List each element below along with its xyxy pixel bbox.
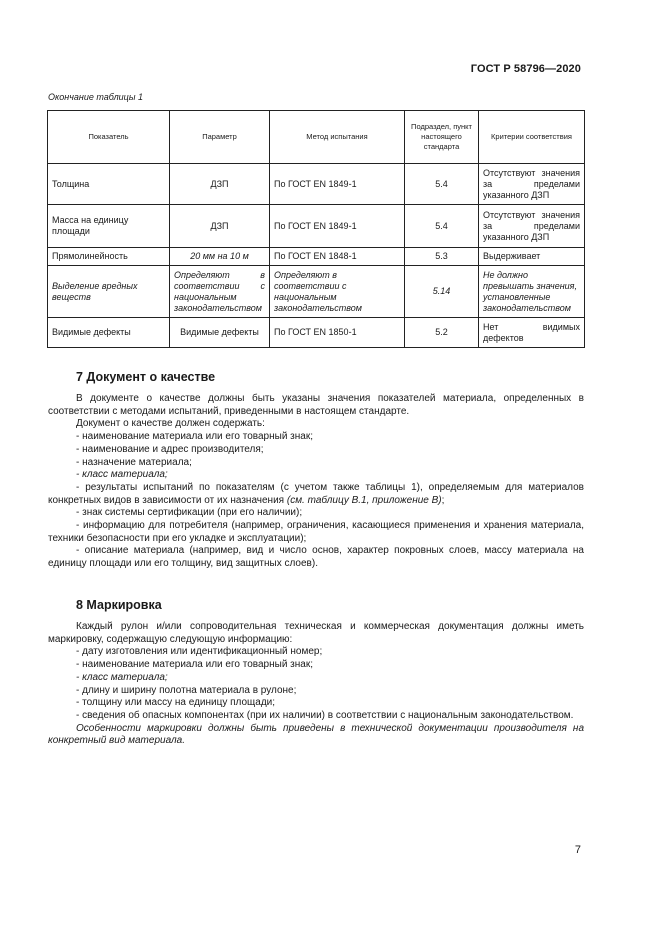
cell-criteria: Отсутствуют значения за пределами указанного ДЗП (479, 205, 585, 248)
column-header-indicator: Показатель (48, 111, 170, 164)
page-number: 7 (574, 844, 581, 856)
cell-clause: 5.4 (405, 164, 479, 205)
paragraph: В документе о качестве должны быть указаны значения показателей материала, определенных в соответствии с методами испытаний, приведенными в настоящем стандарте. (48, 393, 584, 417)
cell-parameter: ДЗП (170, 205, 270, 248)
table-row (48, 248, 585, 266)
list-item: - информацию для потребителя (например, ограничения, касающиеся применения и хранения материала, техники безопасности при его укладке и эксплуатации); (48, 520, 584, 544)
list-item-text: - результаты испытаний по показателям (с учетом также таблицы 1), определяемым для материалов конкретных видов в зависимости от их назначения (48, 481, 584, 506)
document-code: ГОСТ Р 58796—2020 (470, 63, 581, 75)
cell-clause: 5.2 (405, 318, 479, 348)
annex-reference: (см. таблицу В.1, приложение В) (286, 494, 442, 506)
list-item: - класс материала; (76, 671, 168, 683)
cell-parameter: Видимые дефекты (170, 318, 270, 348)
table-row (48, 266, 585, 318)
list-item: - наименование материала или его товарный знак; (76, 659, 314, 671)
list-item: - сведения об опасных компонентах (при их наличии) в соответствии с национальным законодательством. (76, 709, 574, 721)
table-row (48, 205, 585, 248)
list-item: - описание материала (например, вид и число основ, характер покровных слоев, массу материала на единицу площади или его толщину, вид защитных слоев). (48, 545, 584, 570)
note-paragraph: Особенности маркировки должны быть приведены в технической документации производителя на конкретный вид материала. (48, 722, 584, 747)
list-item: - класс материала; (76, 469, 168, 481)
cell-parameter: Определяют в соответствии с национальным законодательством (170, 266, 270, 318)
section-heading: 8 Маркировка (76, 598, 162, 612)
list-item: - знак системы сертификации (при его наличии); (76, 507, 303, 519)
column-header-criteria: Критерии соответствия (479, 111, 585, 164)
paragraph: Каждый рулон и/или сопроводительная техническая и коммерческая документация должны иметь маркировку, содержащую следующую информацию: (48, 621, 584, 645)
cell-indicator: Толщина (48, 164, 170, 205)
table-row (48, 318, 585, 348)
list-item-end: ; (441, 494, 445, 506)
cell-criteria: Не должно превышать значения, установленные законодательством (479, 266, 585, 318)
cell-method: По ГОСТ EN 1849-1 (270, 164, 405, 205)
list-item: - наименование и адрес производителя; (76, 443, 264, 455)
paragraph: Документ о качестве должен содержать: (76, 418, 265, 430)
column-header-method: Метод испытания (270, 111, 405, 164)
requirements-table (47, 110, 585, 348)
cell-parameter: ДЗП (170, 164, 270, 205)
list-item: - наименование материала или его товарный знак; (76, 431, 314, 443)
section-quality-document (48, 370, 584, 571)
cell-parameter: 20 мм на 10 м (170, 248, 270, 266)
list-item: - назначение материала; (76, 456, 192, 468)
cell-indicator: Масса на единицу площади (48, 205, 170, 248)
cell-clause: 5.14 (405, 266, 479, 318)
cell-method: Определяют в соответствии с национальным законодательством (270, 266, 405, 318)
cell-method: По ГОСТ EN 1848-1 (270, 248, 405, 266)
table-header-row (48, 111, 585, 164)
cell-method: По ГОСТ EN 1849-1 (270, 205, 405, 248)
list-item (48, 482, 584, 507)
column-header-clause: Подраздел, пункт настоящего стандарта (405, 111, 479, 164)
cell-indicator: Прямолинейность (48, 248, 170, 266)
list-item: - толщину или массу на единицу площади; (76, 697, 276, 709)
column-header-parameter: Параметр (170, 111, 270, 164)
table-caption: Окончание таблицы 1 (48, 92, 143, 102)
list-item: - длину и ширину полотна материала в рулоне; (76, 684, 297, 696)
cell-indicator: Видимые дефекты (48, 318, 170, 348)
cell-clause: 5.4 (405, 205, 479, 248)
cell-criteria: Выдерживает (479, 248, 585, 266)
table-row (48, 164, 585, 205)
list-item: - дату изготовления или идентификационный номер; (76, 646, 323, 658)
cell-method: По ГОСТ EN 1850-1 (270, 318, 405, 348)
section-marking (48, 598, 584, 748)
section-heading: 7 Документ о качестве (76, 370, 216, 384)
cell-criteria: Нет видимых дефектов (479, 318, 585, 348)
cell-criteria: Отсутствуют значения за пределами указанного ДЗП (479, 164, 585, 205)
cell-clause: 5.3 (405, 248, 479, 266)
cell-indicator: Выделение вредных веществ (48, 266, 170, 318)
